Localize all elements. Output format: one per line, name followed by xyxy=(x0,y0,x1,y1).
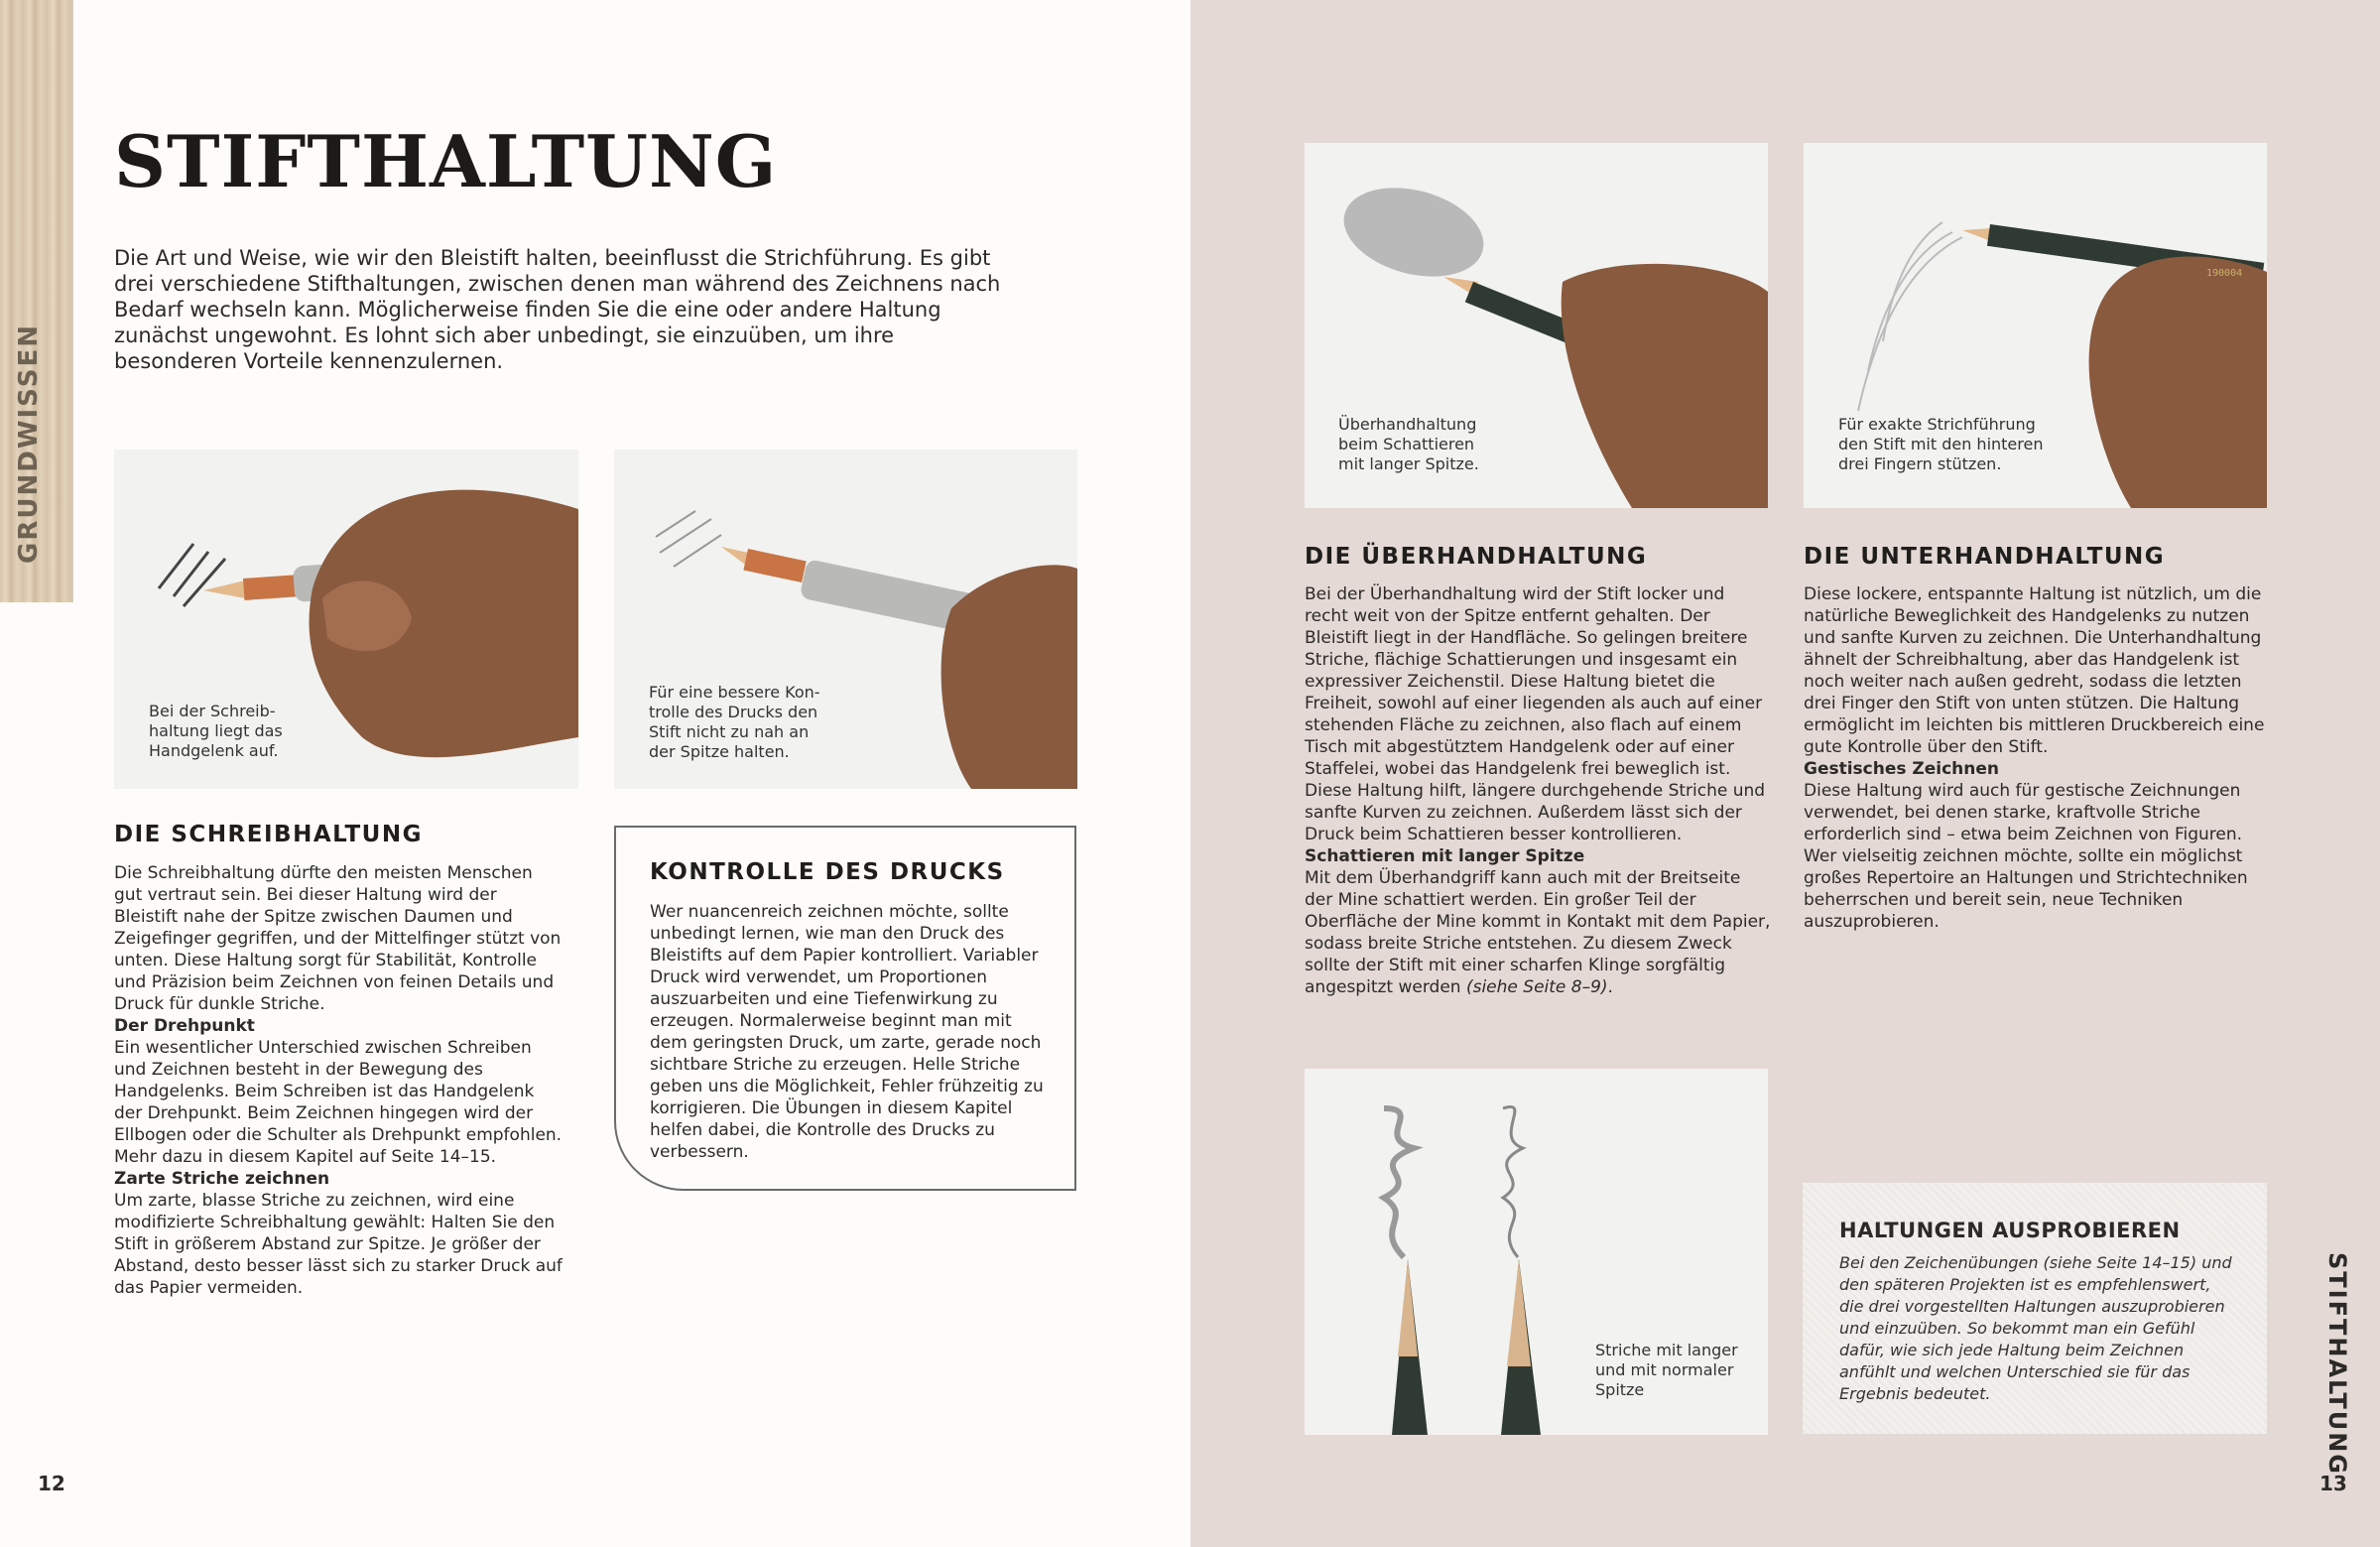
paragraph: Diese Haltung wird auch für gestische Zeichnungen verwendet, bei denen starke, kraftvolle Striche erforderlich sind – etwa beim Zeichnen von Figuren. Wer vielseitig zeichnen möchte, sollte ein möglichst großes Repertoire an Haltungen und Strichtechniken beherrschen und bereit sein, neue Techniken auszuprobieren. xyxy=(1804,781,2248,932)
pressure-control-box xyxy=(614,826,1076,1191)
paragraph xyxy=(1305,867,1771,998)
tip-box xyxy=(1803,1183,2267,1434)
photo-overhand-grip xyxy=(1305,143,1768,508)
intro-paragraph: Die Art und Weise, wie wir den Bleistift halten, beeinflusst die Strichführung. Es gibt drei verschiedene Stifthaltungen, zwischen denen man während des Zeichnens nach Bedarf wechseln kann. Möglicherweise finden Sie die eine oder andere Haltung zunächst ungewohnt. Es lohnt sich aber unbedingt, sie einzuüben, um ihre besonderen Vorteile kennenzulernen. xyxy=(114,246,1001,373)
paragraph: Diese lockere, entspannte Haltung ist nützlich, um die natürliche Beweglichkeit des Handgelenks zu nutzen und sanfte Kurven zu zeichnen. Die Unterhandhaltung ähnelt der Schreibhaltung, aber das Handgelenk ist noch weiter nach außen gedreht, sodass die letzten drei Finger den Stift von unten stützen. Die Haltung ermöglicht im leichten bis mittleren Druckbereich eine gute Kontrolle über den Stift. xyxy=(1804,584,2265,757)
paragraph-text: Mit dem Überhandgriff kann auch mit der Breitseite der Mine schattiert werden. Ein großer Teil der Oberfläche der Mine kommt in Kontakt mit dem Papier, sodass breite Striche entstehen. Zu diesem Zweck sollte der Stift mit einer scharfen Klinge sorgfältig angespitzt werden xyxy=(1305,868,1771,997)
subheading: Zarte Striche zeichnen xyxy=(114,1169,330,1189)
paragraph-end: . xyxy=(1607,977,1613,997)
chapter-label-right: STIFTHALTUNG xyxy=(2323,1252,2351,1476)
pencil-label: 190004 xyxy=(2206,268,2243,279)
page-title: STIFTHALTUNG xyxy=(114,119,778,203)
subheading: Gestisches Zeichnen xyxy=(1804,759,2000,779)
photo-writing-grip xyxy=(114,450,578,789)
photo-pressure-control xyxy=(614,450,1077,789)
page-number-left: 12 xyxy=(38,1472,65,1495)
photo-caption: Für eine bessere Kon- trolle des Drucks den Stift nicht zu nah an der Spitze halten. xyxy=(649,683,820,761)
photo-caption: Für exakte Strichführung den Stift mit den hinteren drei Fingern stützen. xyxy=(1838,415,2044,473)
section-heading-pressure: KONTROLLE DES DRUCKS xyxy=(650,859,1005,885)
subheading: Schattieren mit langer Spitze xyxy=(1305,846,1585,866)
paragraph: Um zarte, blasse Striche zu zeichnen, wird eine modifizierte Schreibhaltung gewählt: Halten Sie den Stift in größerem Abstand zur Spitze. Je größer der Abstand, desto besser lässt sich zu starker Druck auf das Papier vermeiden. xyxy=(114,1191,563,1298)
page-reference: (siehe Seite 8–9) xyxy=(1465,977,1608,997)
writing-grip-text xyxy=(114,862,565,1299)
tip-text: Bei den Zeichenübungen (siehe Seite 14–15) und den späteren Projekten ist es empfehlenswert, die drei vorgestellten Haltungen auszuprobieren und einzuüben. So bekommt man ein Gefühl dafür, wie sich jede Haltung beim Zeichnen anfühlt und welchen Unterschied sie für das Ergebnis bedeutet. xyxy=(1839,1253,2232,1403)
underhand-text xyxy=(1804,583,2270,933)
photo-caption: Bei der Schreib- haltung liegt das Handgelenk auf. xyxy=(149,702,283,760)
section-heading-overhand: DIE ÜBERHANDHALTUNG xyxy=(1305,544,1648,570)
pressure-text: Wer nuancenreich zeichnen möchte, sollte unbedingt lernen, wie man den Druck des Bleistifts auf dem Papier kontrolliert. Variabler Druck wird verwendet, um Proportionen auszuarbeiten und eine Tiefenwirkung zu erzeugen. Normalerweise beginnt man mit dem geringsten Druck, um zarte, gerade noch sichtbare Striche zu erzeugen. Helle Striche geben uns die Möglichkeit, Fehler frühzeitig zu korrigieren. Die Übungen in diesem Kapitel helfen dabei, die Kontrolle des Drucks zu verbessern. xyxy=(650,902,1044,1162)
paragraph: Ein wesentlicher Unterschied zwischen Schreiben und Zeichnen besteht in der Bewegung des Handgelenks. Beim Schreiben ist das Handgelenk der Drehpunkt. Beim Zeichnen hingegen wird der Ellbogen oder die Schulter als Drehpunkt empfohlen. Mehr dazu in diesem Kapitel auf Seite 14–15. xyxy=(114,1038,563,1167)
page-number-right: 13 xyxy=(2319,1472,2347,1495)
tip-heading: HALTUNGEN AUSPROBIEREN xyxy=(1839,1219,2181,1242)
photo-underhand-grip xyxy=(1804,143,2267,508)
section-heading-underhand: DIE UNTERHANDHALTUNG xyxy=(1804,544,2166,570)
overhand-text xyxy=(1305,583,1771,998)
paragraph: Bei der Überhandhaltung wird der Stift locker und recht weit von der Spitze entfernt gehalten. Der Bleistift liegt in der Handfläche. So gelingen breitere Striche, flächige Schattierungen und insgesamt ein expressiver Zeichenstil. Diese Haltung bietet die Freiheit, sowohl auf einer liegenden als auch auf einer stehenden Fläche zu zeichnen, also flach auf einem Tisch mit abgestütztem Handgelenk oder auf einer Staffelei, wobei das Handgelenk frei beweglich ist. Diese Haltung hilft, längere durchgehende Striche und sanfte Kurven zu zeichnen. Außerdem lässt sich der Druck beim Schattieren besser kontrollieren. xyxy=(1305,584,1766,844)
chapter-label-left: GRUNDWISSEN xyxy=(14,323,44,564)
section-heading-writing-grip: DIE SCHREIBHALTUNG xyxy=(114,822,423,847)
photo-stroke-comparison xyxy=(1305,1069,1768,1435)
subheading: Der Drehpunkt xyxy=(114,1016,255,1036)
photo-caption: Überhandhaltung beim Schattieren mit langer Spitze. xyxy=(1338,415,1479,473)
paragraph: Die Schreibhaltung dürfte den meisten Menschen gut vertraut sein. Bei dieser Haltung wird der Bleistift nahe der Spitze zwischen Daumen und Zeigefinger gegriffen, und der Mittelfinger stützt von unten. Diese Haltung sorgt für Stabilität, Kontrolle und Präzision beim Zeichnen von feinen Details und Druck für dunkle Striche. xyxy=(114,863,562,1014)
photo-caption: Striche mit langer und mit normaler Spitze xyxy=(1595,1341,1738,1399)
